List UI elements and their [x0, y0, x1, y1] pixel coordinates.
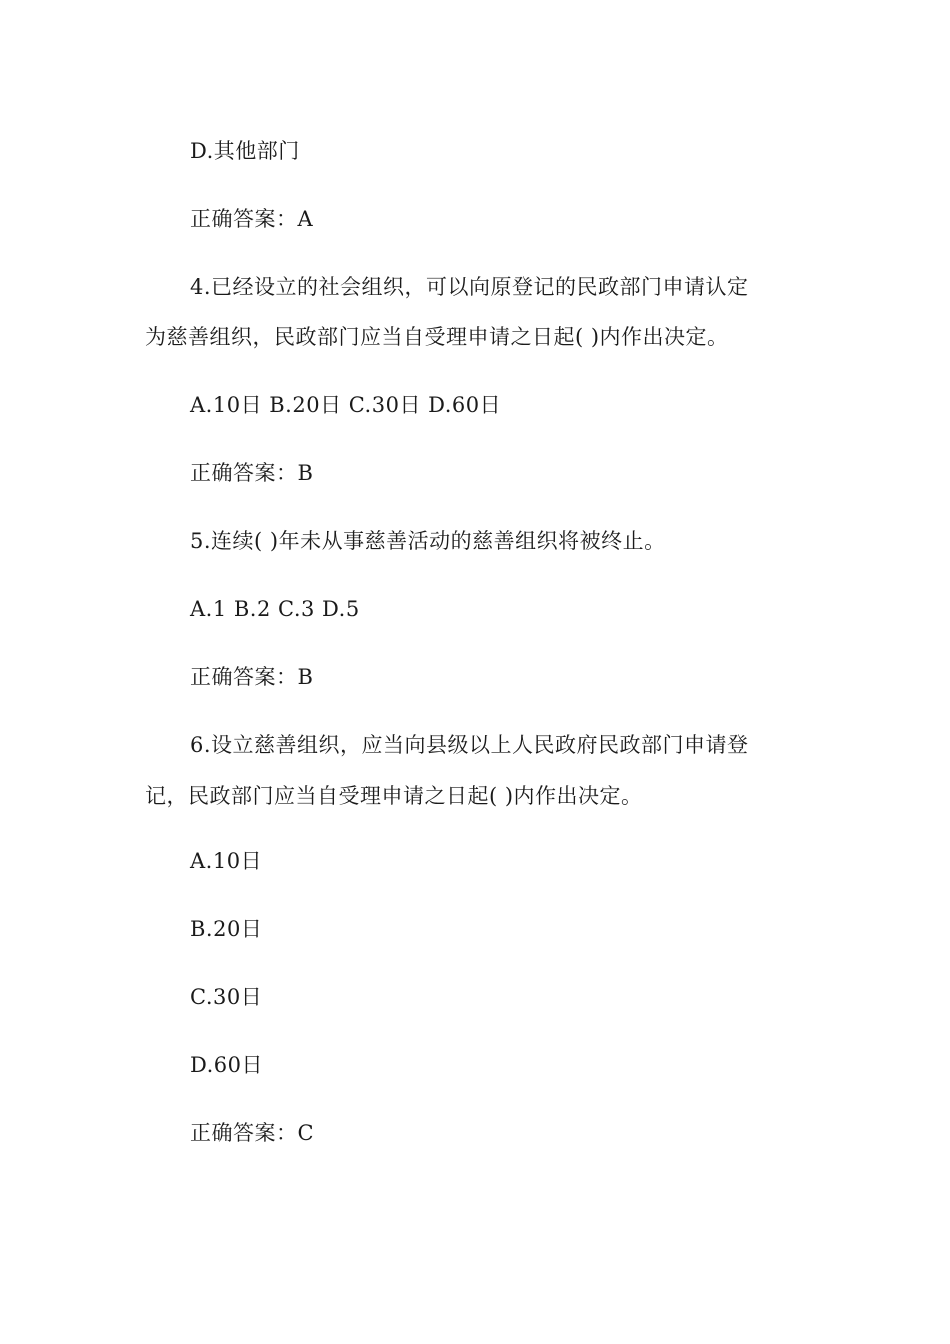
question-5: 5.连续( )年未从事慈善活动的慈善组织将被终止。	[190, 529, 666, 553]
answer-4: 正确答案：B	[190, 461, 314, 485]
question-4-options: A.10日 B.20日 C.30日 D.60日	[190, 393, 502, 417]
question-6-option-a: A.10日	[190, 849, 263, 873]
answer-5: 正确答案：B	[190, 665, 314, 689]
question-6-option-d: D.60日	[190, 1053, 263, 1077]
answer-6: 正确答案：C	[190, 1121, 315, 1145]
question-4-line-1: 4.已经设立的社会组织，可以向原登记的民政部门申请认定	[190, 275, 749, 299]
question-6-option-c: C.30日	[190, 985, 263, 1009]
option-d: D.其他部门	[190, 139, 300, 163]
question-6-option-b: B.20日	[190, 917, 263, 941]
question-5-options: A.1 B.2 C.3 D.5	[190, 597, 360, 621]
question-6-line-2: 记，民政部门应当自受理申请之日起( )内作出决定。	[145, 784, 643, 808]
answer-3: 正确答案：A	[190, 207, 314, 231]
question-4-line-2: 为慈善组织，民政部门应当自受理申请之日起( )内作出决定。	[145, 325, 729, 349]
question-6-line-1: 6.设立慈善组织，应当向县级以上人民政府民政部门申请登	[190, 733, 749, 757]
